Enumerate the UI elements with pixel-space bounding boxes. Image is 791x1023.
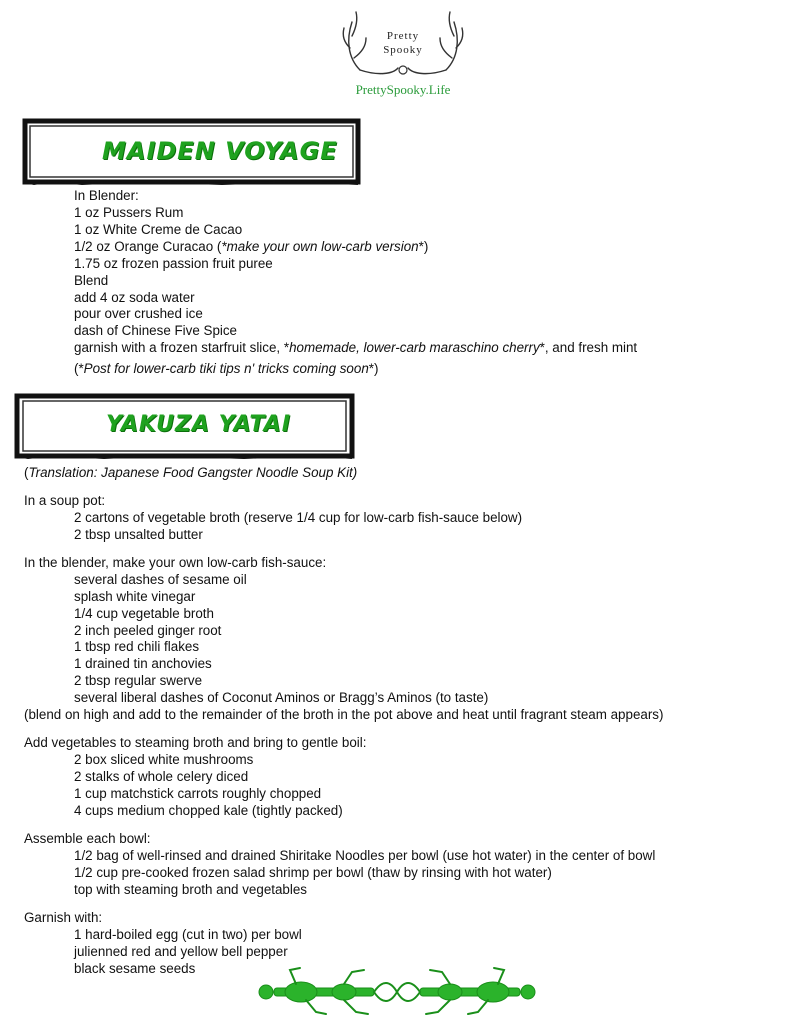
vegetables-item: 2 box sliced white mushrooms xyxy=(74,752,254,767)
logo-line-1: Pretty xyxy=(386,30,420,42)
fish-sauce-note: (blend on high and add to the remainder of the broth in the pot above and heat until fragrant steam appears) xyxy=(24,707,664,722)
logo-line-2: Spooky xyxy=(383,44,423,56)
fish-sauce-item: splash white vinegar xyxy=(74,589,196,604)
fish-sauce-item: 2 tbsp regular swerve xyxy=(74,673,203,688)
assemble-heading: Assemble each bowl: xyxy=(24,831,151,846)
section-banner-maiden xyxy=(22,118,362,186)
maiden-line: 1.75 oz frozen passion fruit puree xyxy=(74,256,273,271)
garnish-item: black sesame seeds xyxy=(74,961,196,976)
maiden-line: Blend xyxy=(74,273,109,288)
maiden-garnish-line: garnish with a frozen starfruit slice, *homemade, lower-carb maraschino cherry*, and fresh mint xyxy=(74,340,638,355)
fish-sauce-heading: In the blender, make your own low-carb fish-sauce: xyxy=(24,555,327,570)
soup-pot-item: 2 tbsp unsalted butter xyxy=(74,527,203,542)
maiden-line: dash of Chinese Five Spice xyxy=(74,323,238,338)
maiden-post-note: (*Post for lower-carb tiki tips n' tricks coming soon*) xyxy=(74,361,379,376)
maiden-line: 1 oz Pussers Rum xyxy=(74,205,184,220)
vegetables-heading: Add vegetables to steaming broth and bring to gentle boil: xyxy=(24,735,367,750)
maiden-line: 1 oz White Creme de Cacao xyxy=(74,222,243,237)
section-title-yakuza: YAKUZA YATAI xyxy=(106,412,291,437)
section-title-maiden: MAIDEN VOYAGE xyxy=(102,137,338,165)
vegetables-item: 2 stalks of whole celery diced xyxy=(74,769,249,784)
assemble-item: 1/2 bag of well-rinsed and drained Shiritake Noodles per bowl (use hot water) in the center of bowl xyxy=(74,848,656,863)
fish-sauce-item: 1 drained tin anchovies xyxy=(74,656,212,671)
maiden-curacao-line: 1/2 oz Orange Curacao (*make your own low-carb version*) xyxy=(74,239,429,254)
assemble-item: top with steaming broth and vegetables xyxy=(74,882,307,897)
fish-sauce-item: 1/4 cup vegetable broth xyxy=(74,606,214,621)
fish-sauce-item: several dashes of sesame oil xyxy=(74,572,247,587)
garnish-heading: Garnish with: xyxy=(24,910,103,925)
soup-pot-heading: In a soup pot: xyxy=(24,493,106,508)
garnish-item: 1 hard-boiled egg (cut in two) per bowl xyxy=(74,927,302,942)
fish-sauce-item: 1 tbsp red chili flakes xyxy=(74,639,200,654)
maiden-line: pour over crushed ice xyxy=(74,306,203,321)
assemble-item: 1/2 cup pre-cooked frozen salad shrimp per bowl (thaw by rinsing with hot water) xyxy=(74,865,552,880)
yakuza-translation: (Translation: Japanese Food Gangster Noodle Soup Kit) xyxy=(24,465,358,480)
skeleton-divider-icon xyxy=(256,966,538,1018)
maiden-intro: In Blender: xyxy=(74,188,139,203)
fish-sauce-item: 2 inch peeled ginger root xyxy=(74,623,222,638)
site-logo xyxy=(338,8,468,100)
vegetables-item: 1 cup matchstick carrots roughly chopped xyxy=(74,786,322,801)
garnish-item: julienned red and yellow bell pepper xyxy=(74,944,288,959)
maiden-line: add 4 oz soda water xyxy=(74,290,195,305)
vegetables-item: 4 cups medium chopped kale (tightly packed) xyxy=(74,803,343,818)
fish-sauce-item: several liberal dashes of Coconut Aminos or Bragg’s Aminos (to taste) xyxy=(74,690,489,705)
logo-site-url: PrettySpooky.Life xyxy=(355,82,451,97)
soup-pot-item: 2 cartons of vegetable broth (reserve 1/4 cup for low-carb fish-sauce below) xyxy=(74,510,523,525)
section-banner-yakuza xyxy=(14,392,356,460)
